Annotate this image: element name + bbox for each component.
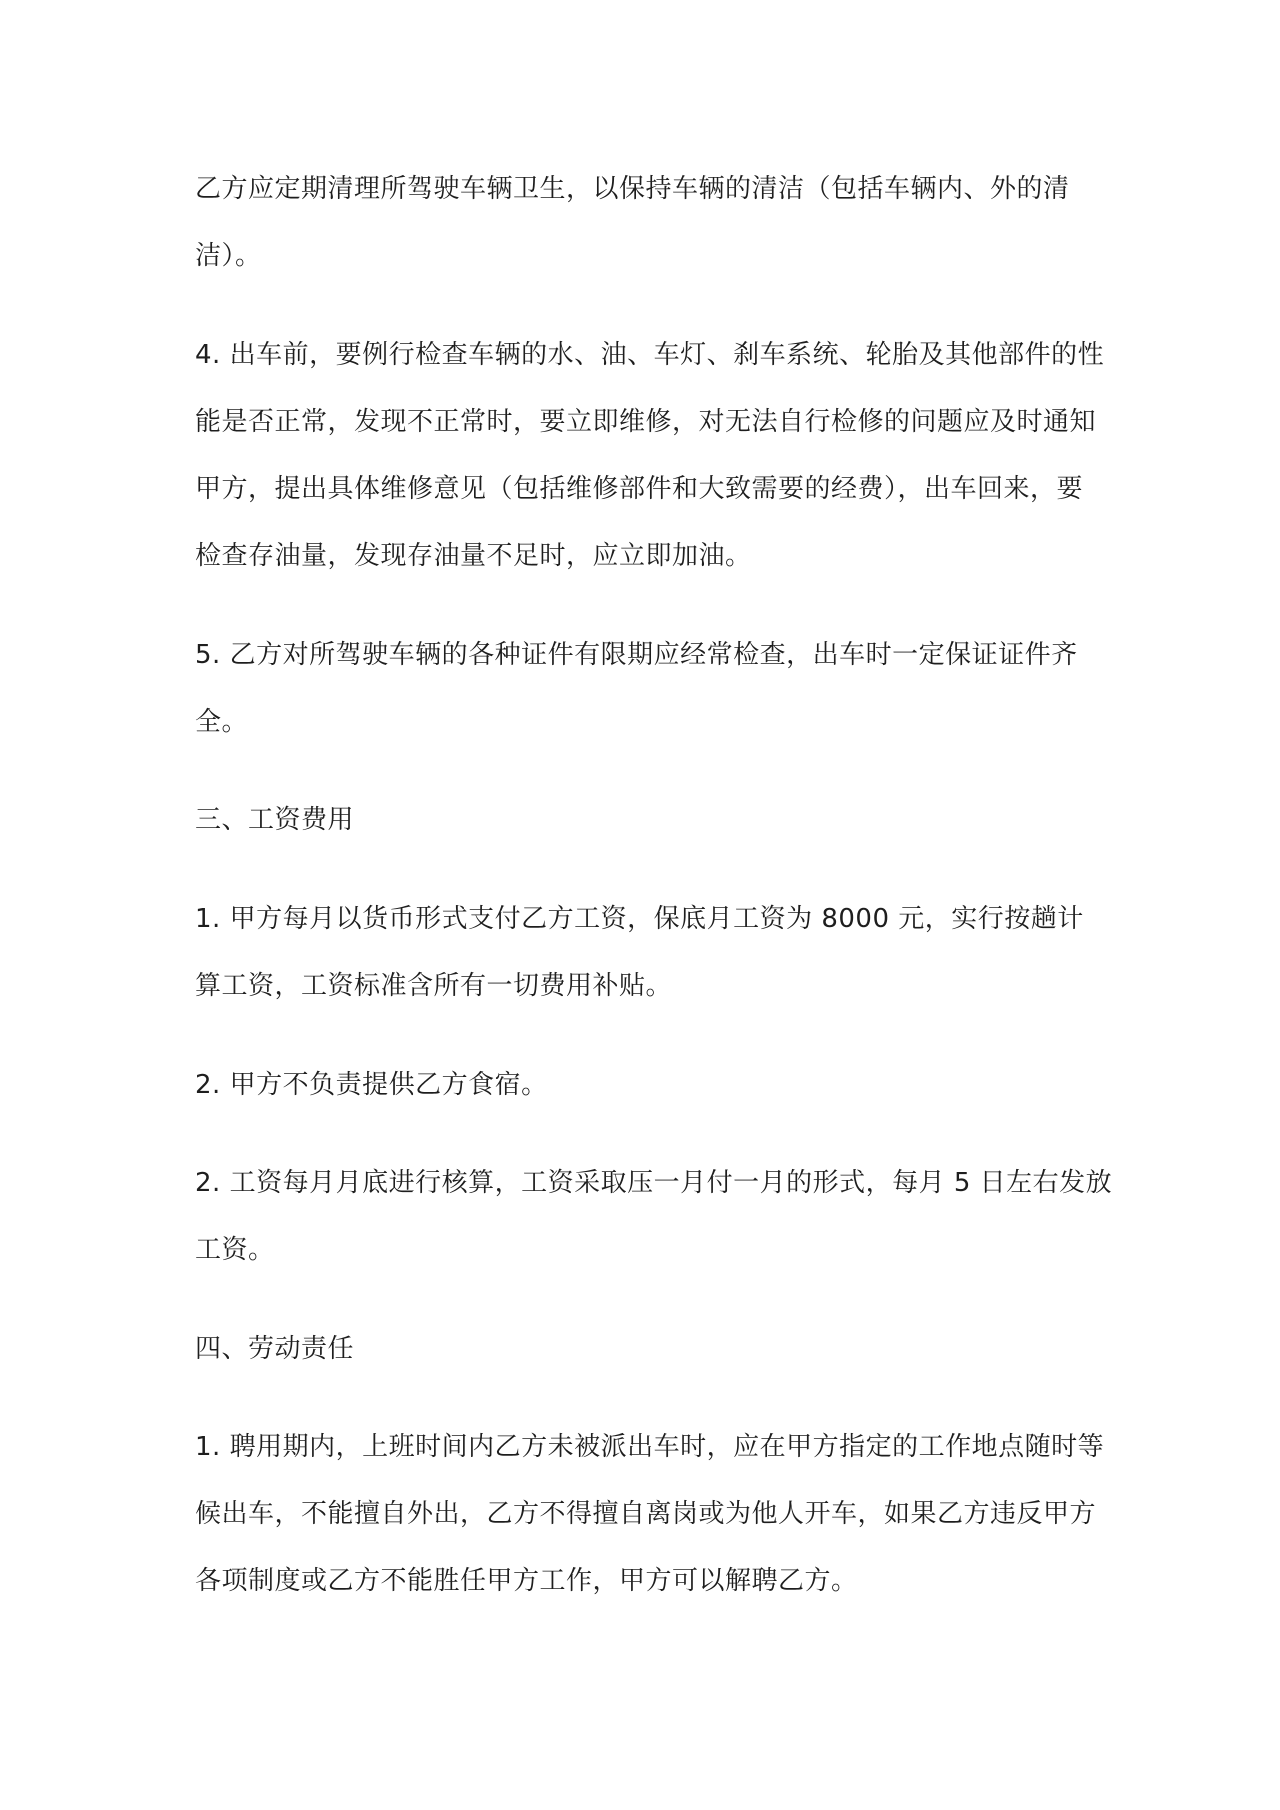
text-line: 1. 聘用期内，上班时间内乙方未被派出车时，应在甲方指定的工作地点随时等 [195,1432,1105,1462]
paragraph-salary-payment [195,1150,1113,1284]
paragraph-salary-1 [195,886,1095,1020]
text-line: 工资。 [195,1235,275,1265]
text-line: 检查存油量，发现存油量不足时，应立即加油。 [195,541,752,571]
paragraph-item-5-documents [195,622,1095,756]
text-line: 1. 甲方每月以货币形式支付乙方工资，保底月工资为 8000 元，实行按趟计 [195,904,1084,934]
text-line: 甲方，提出具体维修意见（包括维修部件和大致需要的经费），出车回来，要 [195,474,1084,504]
heading-line: 三、工资费用 [195,805,355,835]
paragraph-salary-2 [195,1052,1095,1119]
text-line: 5. 乙方对所驾驶车辆的各种证件有限期应经常检查，出车时一定保证证件齐 [195,640,1078,670]
text-line: 2. 工资每月月底进行核算，工资采取压一月付一月的形式，每月 5 日左右发放 [195,1168,1113,1198]
text-line: 算工资，工资标准含所有一切费用补贴。 [195,971,673,1001]
text-line: 全。 [195,707,249,737]
text-line: 洁）。 [195,241,262,271]
paragraph-vehicle-cleaning [195,156,1095,290]
paragraph-duty-1 [195,1414,1105,1615]
section-heading-salary [195,787,1095,854]
text-line: 4. 出车前，要例行检查车辆的水、油、车灯、刹车系统、轮胎及其他部件的性 [195,340,1105,370]
paragraph-item-4-inspection [195,322,1105,590]
text-line: 乙方应定期清理所驾驶车辆卫生，以保持车辆的清洁（包括车辆内、外的清 [195,174,1070,204]
text-line: 2. 甲方不负责提供乙方食宿。 [195,1070,548,1100]
text-line: 各项制度或乙方不能胜任甲方工作，甲方可以解聘乙方。 [195,1566,858,1596]
section-heading-labor-duty [195,1316,1095,1383]
text-line: 能是否正常，发现不正常时，要立即维修，对无法自行检修的问题应及时通知 [195,407,1097,437]
heading-line: 四、劳动责任 [195,1334,355,1364]
text-line: 候出车，不能擅自外出，乙方不得擅自离岗或为他人开车，如果乙方违反甲方 [195,1499,1097,1529]
